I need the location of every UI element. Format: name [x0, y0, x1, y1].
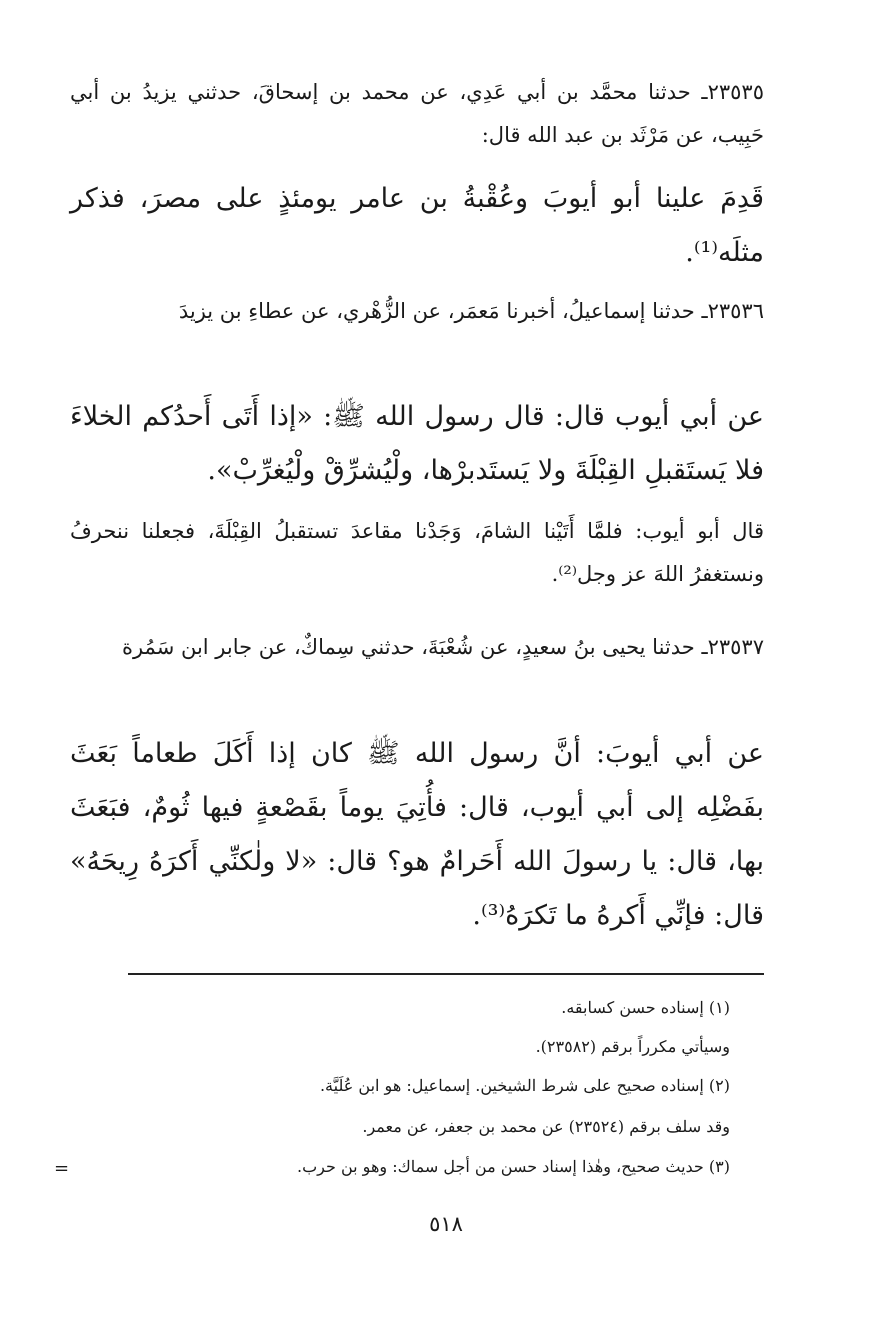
- footnote-2: (٢) إسناده صحيح على شرط الشيخين. إسماعيل: هو ابن عُلَيَّة.: [319, 1076, 730, 1095]
- footnote-2-cont: وقد سلف برقم (٢٣٥٢٤) عن محمد بن جعفر، عن معمر.: [362, 1117, 730, 1136]
- hadith-23537-matn: عن أبي أيوبَ: أنَّ رسول الله ﷺ كان إذا أَكَلَ طعاماً بَعَثَ بفَضْلِه إلى أبي أيوب، قال: فأُتِيَ يوماً بقَصْعةٍ فيها ثُومٌ، فبَعَثَ بها، قال: يا رسولَ الله أَحَرامٌ هو؟ قال: «لا ولٰكنِّي أَكرَهُ رِيحَهُ» قال: فإنِّي أَكرهُ ما تَكرَهُ⁽³⁾.: [70, 738, 764, 931]
- footnote-3: (٣) حديث صحيح، وهٰذا إسناد حسن من أجل سماك: وهو بن حرب.: [297, 1157, 730, 1176]
- hadith-23537-isnad: ٢٣٥٣٧ـ حدثنا يحيى بنُ سعيدٍ، عن شُعْبَةَ، حدثني سِماكٌ، عن جابر ابن سَمُرة: [121, 635, 764, 659]
- hadith-23535-isnad: ٢٣٥٣٥ـ حدثنا محمَّد بن أبي عَدِي، عن محمد بن إسحاقَ، حدثني يزيدُ بن أبي حَبِيب، عن مَرْثَد بن عبد الله قال:: [70, 80, 764, 147]
- page-number: ٥١٨: [429, 1212, 463, 1236]
- continuation-mark: =: [54, 1158, 70, 1179]
- footnote-1: (١) إسناده حسن كسابقه.: [561, 998, 730, 1017]
- hadith-23536-matn: عن أبي أيوب قال: قال رسول الله ﷺ: «إذا أَتَى أَحدُكم الخلاءَ فلا يَستَقبلِ القِبْلَةَ ولا يَستَدبرْها، ولْيُشرِّقْ ولْيُغرِّبْ».: [70, 401, 764, 486]
- hadith-23535-matn: قَدِمَ علينا أبو أيوبَ وعُقْبةُ بن عامر يومئذٍ على مصرَ، فذكر مثلَه⁽¹⁾.: [70, 183, 764, 268]
- footnote-1-cont: وسيأتي مكرراً برقم (٢٣٥٨٢).: [535, 1037, 730, 1056]
- hadith-23536-comment: قال أبو أيوب: فلمَّا أَتَيْنا الشامَ، وَجَدْنا مقاعدَ تستقبلُ القِبْلَةَ، فجعلنا ننحرفُ ونستغفرُ اللهَ عز وجل⁽²⁾.: [70, 519, 764, 586]
- footnote-separator: [128, 973, 764, 975]
- hadith-23536-isnad: ٢٣٥٣٦ـ حدثنا إسماعيلُ، أخبرنا مَعمَر، عن الزُّهْري، عن عطاءِ بن يزيدَ: [178, 299, 764, 323]
